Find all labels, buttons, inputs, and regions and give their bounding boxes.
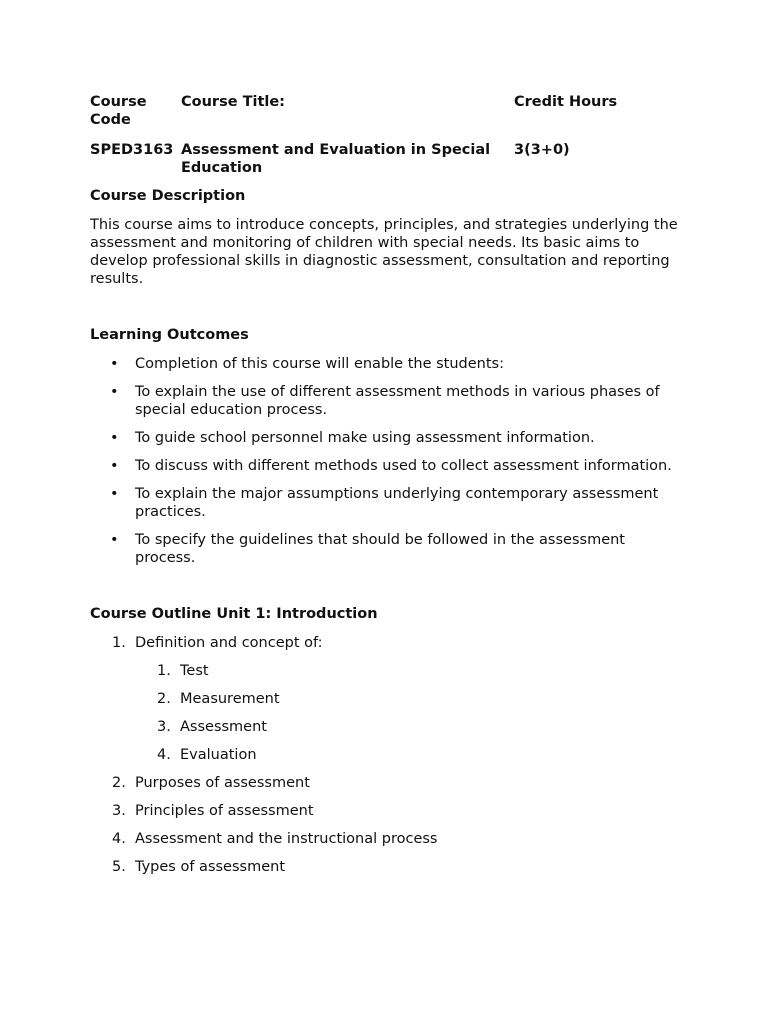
- list-item: 4. Assessment and the instructional process: [112, 831, 438, 847]
- credit-hours-label: Credit Hours: [514, 94, 618, 110]
- list-item: 1. Definition and concept of:: [112, 635, 323, 651]
- item-number: 3.: [112, 803, 126, 819]
- course-code: SPED3163: [90, 142, 174, 158]
- item-number: 1.: [157, 663, 171, 679]
- sub-list: [90, 662, 680, 764]
- bullet-icon: •: [110, 486, 119, 502]
- course-outline-list: [90, 634, 680, 876]
- item-number: 2.: [112, 775, 126, 791]
- course-description-text: This course aims to introduce concepts, principles, and strategies underlying the assessment and monitoring of children with special needs. Its basic aims to develop professional skills in diagnostic assessment, consultation and reporting results.: [90, 217, 678, 287]
- list-item: • To explain the major assumptions underlying contemporary assessment practices.: [110, 486, 659, 520]
- course-outline-heading: Course Outline Unit 1: Introduction: [90, 606, 378, 622]
- credit-hours: 3(3+0): [514, 142, 570, 158]
- list-item: 3. Principles of assessment: [112, 803, 314, 819]
- course-title-label: Course Title:: [181, 94, 285, 110]
- sub-list-item: 2. Measurement: [157, 691, 280, 707]
- item-number: 4.: [112, 831, 126, 847]
- list-item: • To guide school personnel make using assessment information.: [110, 430, 595, 446]
- list-item: • To specify the guidelines that should be followed in the assessment process.: [110, 532, 625, 566]
- document-page: [90, 93, 680, 876]
- list-item: • Completion of this course will enable the students:: [110, 356, 504, 372]
- bullet-icon: •: [110, 384, 119, 400]
- course-header-table: [90, 93, 634, 177]
- course-description-heading: Course Description: [90, 188, 246, 204]
- item-number: 5.: [112, 859, 126, 875]
- bullet-icon: •: [110, 532, 119, 548]
- learning-outcomes-list: [90, 355, 680, 567]
- item-number: 2.: [157, 691, 171, 707]
- sub-list-container: [90, 662, 680, 764]
- course-title: Assessment and Evaluation in Special Education: [181, 142, 491, 176]
- bullet-icon: •: [110, 356, 119, 372]
- course-code-label: Course Code: [90, 94, 147, 128]
- bullet-icon: •: [110, 458, 119, 474]
- list-item: • To explain the use of different assessment methods in various phases of special education process.: [110, 384, 660, 418]
- list-item: • To discuss with different methods used to collect assessment information.: [110, 458, 672, 474]
- sub-list-item: 3. Assessment: [157, 719, 267, 735]
- list-item: 5. Types of assessment: [112, 859, 285, 875]
- item-number: 1.: [112, 635, 126, 651]
- bullet-icon: •: [110, 430, 119, 446]
- item-number: 4.: [157, 747, 171, 763]
- sub-list-item: 4. Evaluation: [157, 747, 257, 763]
- learning-outcomes-heading: Learning Outcomes: [90, 327, 249, 343]
- list-item: 2. Purposes of assessment: [112, 775, 310, 791]
- sub-list-item: 1. Test: [157, 663, 209, 679]
- item-number: 3.: [157, 719, 171, 735]
